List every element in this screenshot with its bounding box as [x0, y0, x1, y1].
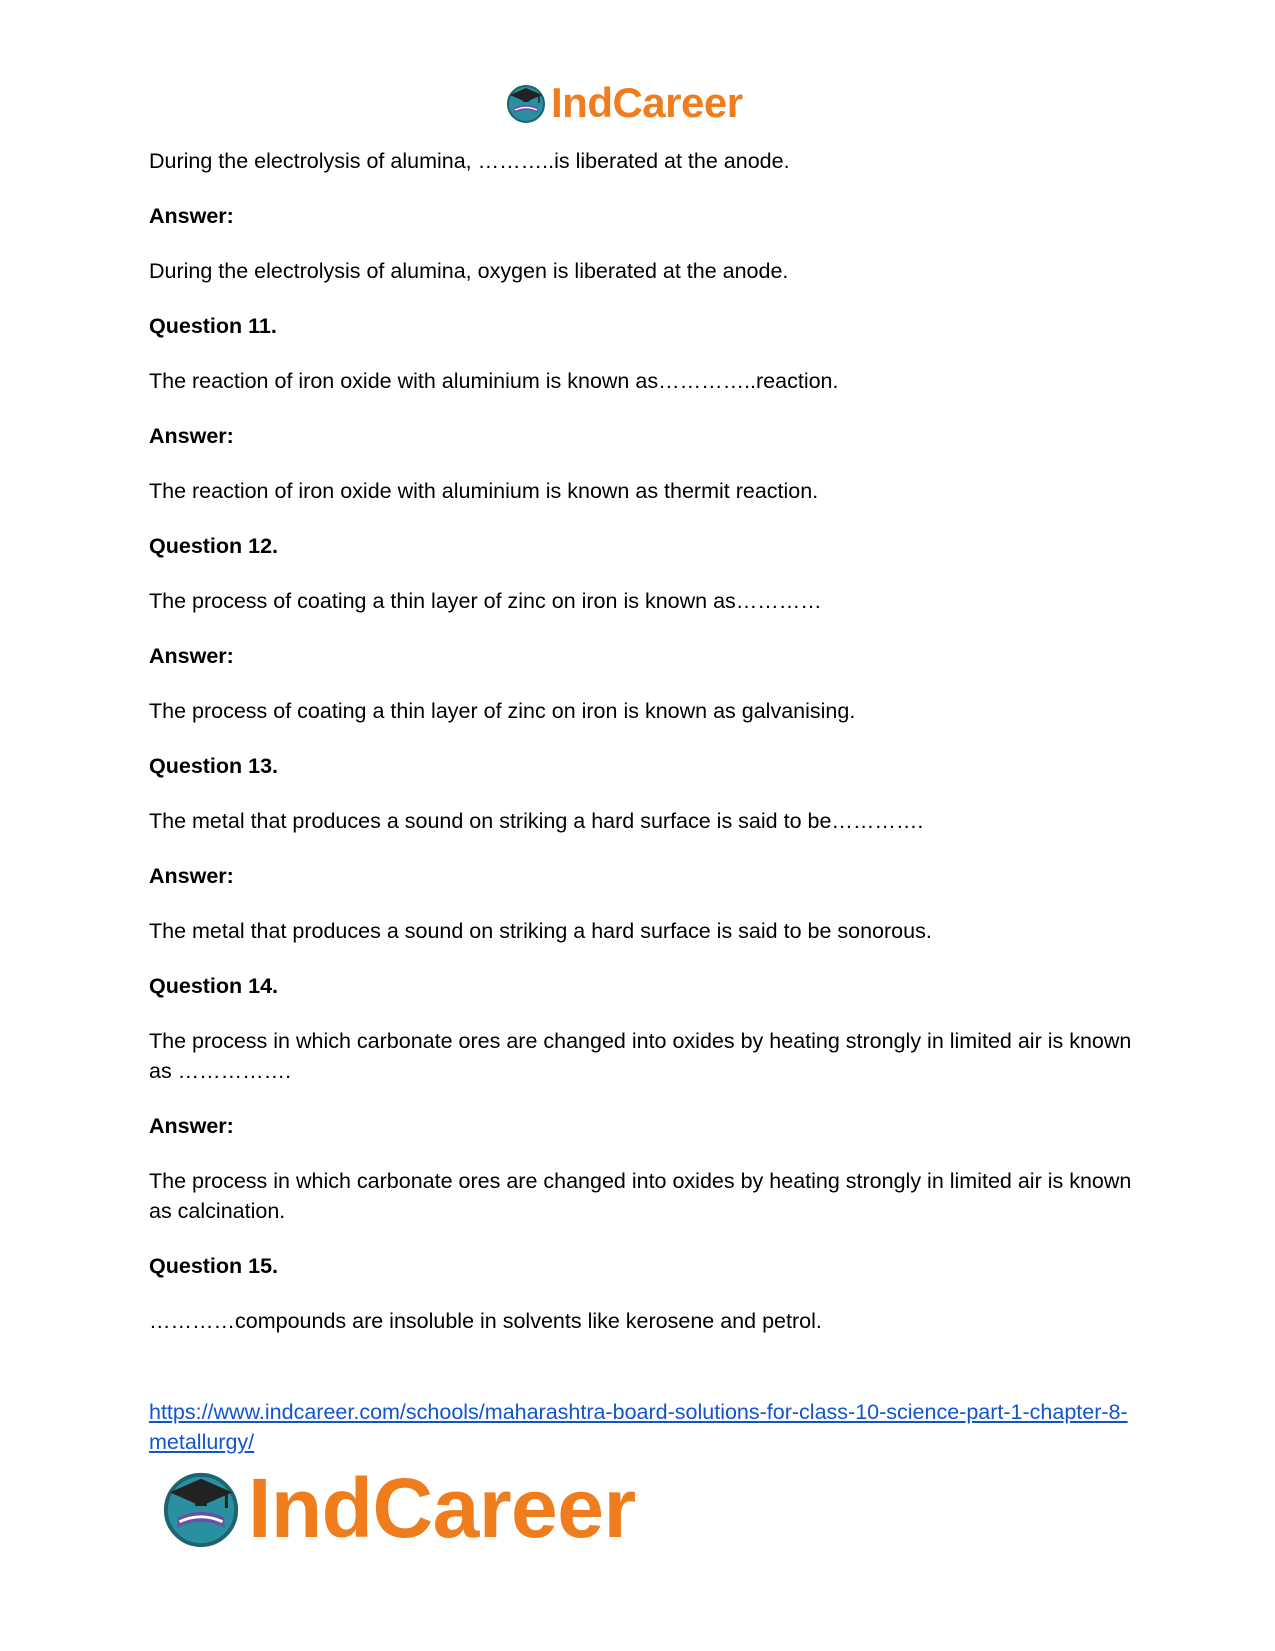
header-logo-text: IndCareer	[551, 79, 743, 126]
body-paragraph: The process of coating a thin layer of zinc on iron is known as galvanising.	[149, 699, 856, 723]
body-paragraph: …………compounds are insoluble in solvents like kerosene and petrol.	[149, 1309, 822, 1333]
body-paragraph: The reaction of iron oxide with aluminium is known as…………..reaction.	[149, 369, 839, 393]
source-url-link[interactable]: https://www.indcareer.com/schools/maharashtra-board-solutions-for-class-10-science-part-1-chapter-8-metallurgy/	[149, 1400, 1128, 1454]
header-logo[interactable]	[505, 78, 743, 128]
body-paragraph: The metal that produces a sound on striking a hard surface is said to be sonorous.	[149, 919, 932, 943]
answer-label: Answer:	[149, 1114, 234, 1138]
question-heading: Question 14.	[149, 974, 279, 998]
footer-logo-text: IndCareer	[248, 1460, 636, 1555]
question-heading: Question 12.	[149, 534, 279, 558]
answer-label: Answer:	[149, 424, 234, 448]
answer-label: Answer:	[149, 204, 234, 228]
document-content	[149, 146, 1139, 1361]
question-heading: Question 15.	[149, 1254, 279, 1278]
answer-label: Answer:	[149, 864, 234, 888]
body-paragraph: The reaction of iron oxide with aluminium is known as thermit reaction.	[149, 479, 819, 503]
graduation-cap-globe-icon	[160, 1467, 242, 1549]
body-paragraph: During the electrolysis of alumina, ………..is liberated at the anode.	[149, 149, 790, 173]
body-paragraph: The process in which carbonate ores are changed into oxides by heating strongly in limited air is known as …………….	[149, 1029, 1138, 1083]
answer-label: Answer:	[149, 644, 234, 668]
body-paragraph: During the electrolysis of alumina, oxygen is liberated at the anode.	[149, 259, 789, 283]
footer-logo[interactable]	[160, 1460, 636, 1555]
body-paragraph: The process in which carbonate ores are changed into oxides by heating strongly in limited air is known as calcination.	[149, 1169, 1138, 1223]
question-heading: Question 11.	[149, 314, 277, 338]
body-paragraph: The process of coating a thin layer of zinc on iron is known as…………	[149, 589, 822, 613]
graduation-cap-globe-icon	[505, 82, 547, 124]
body-paragraph: The metal that produces a sound on striking a hard surface is said to be………….	[149, 809, 924, 833]
question-heading: Question 13.	[149, 754, 279, 778]
